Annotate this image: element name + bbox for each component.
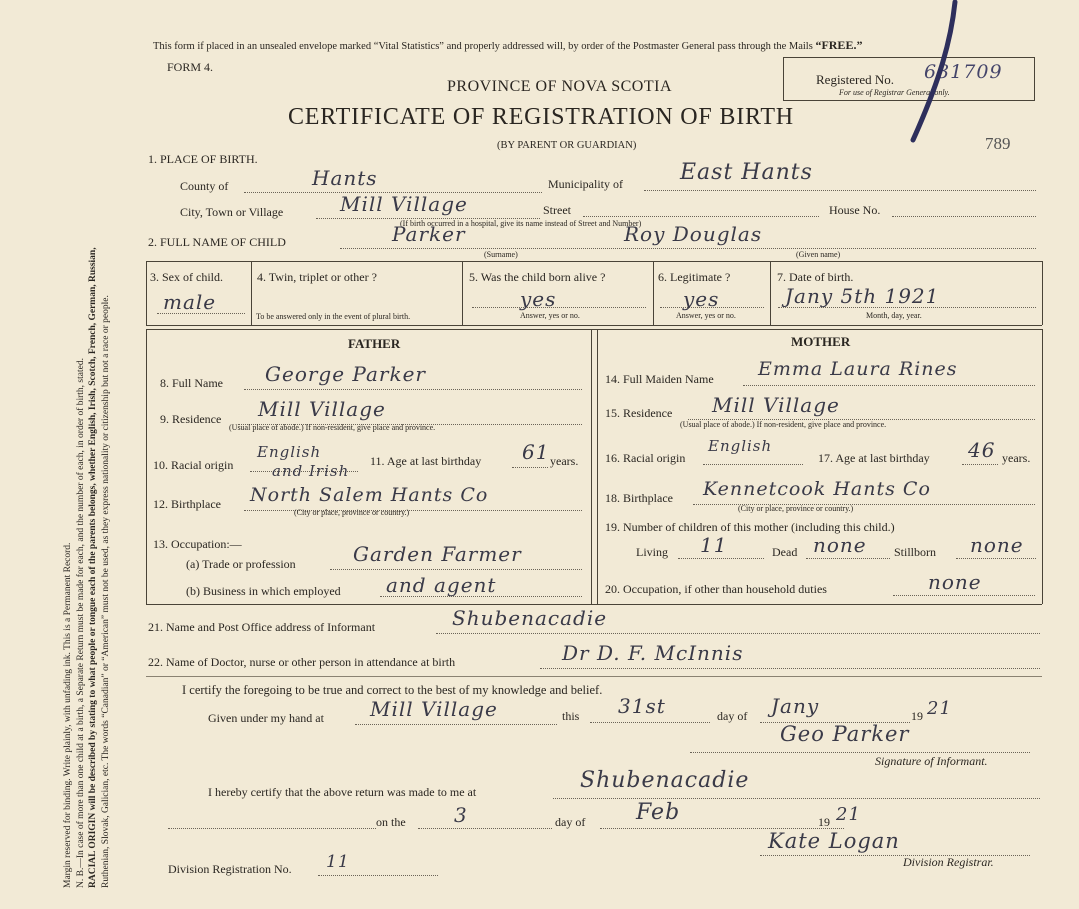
form-number: FORM 4. [167,60,214,74]
ink-stroke [895,0,965,150]
registrar-day: 3 [454,803,468,827]
father-heading: FATHER [348,336,401,351]
mother-maiden-label: 14. Full Maiden Name [605,372,714,386]
business-label: (b) Business in which employed [186,584,341,598]
this-label: this [562,709,580,723]
doctor-label: 22. Name of Doctor, nurse or other person in attendance at birth [148,655,456,669]
trade-label: (a) Trade or profession [186,557,296,571]
informant-signature: Geo Parker [780,722,910,746]
place-of-birth-label: 1. PLACE OF BIRTH. [148,152,258,166]
father-racial-label: 10. Racial origin [153,458,234,472]
mother-racial: English [708,437,773,455]
alive-label: 5. Was the child born alive ? [469,270,606,284]
registrar-statement: I hereby certify that the above return was made to me at [208,785,477,799]
dead-label: Dead [772,545,798,559]
dob-note: Month, day, year. [866,311,922,320]
father-residence: Mill Village [258,397,386,421]
stillborn-value: none [970,533,1024,557]
dead-value: none [813,533,867,557]
business-value: and agent [386,573,497,597]
father-age-label: 11. Age at last birthday [370,454,482,468]
registrar-year-prefix: 19 [818,815,830,829]
legitimate-value: yes [683,287,720,311]
mother-residence: Mill Village [712,393,840,417]
page-title: CERTIFICATE OF REGISTRATION OF BIRTH [288,104,794,130]
mother-birthplace-note: (City or place, province or country.) [738,504,854,513]
hospital-note: (If birth occurred in a hospital, give its name instead of Street and Number) [400,219,642,228]
county-label: County of [180,179,229,193]
given-month: Jany [771,694,820,718]
mother-birthplace-label: 18. Birthplace [605,491,673,505]
corner-number: 789 [985,134,1011,153]
mother-age-label: 17. Age at last birthday [818,451,930,465]
given-caption: (Given name) [796,250,841,259]
division-registration-no: 11 [326,852,350,872]
given-day: 31st [618,694,666,718]
informant-label: 21. Name and Post Office address of Informant [148,620,376,634]
stillborn-label: Stillborn [894,545,937,559]
twin-note: To be answered only in the event of plural birth. [256,312,411,321]
legitimate-label: 6. Legitimate ? [658,270,731,284]
sex-value: male [163,290,217,314]
father-age: 61 [522,440,550,464]
legitimate-note: Answer, yes or no. [676,311,736,320]
margin-note: N. B.—In case of more than one child at a birth, a Separate Return must be made for each, and the number of each, in order of birth, stated. [75,358,86,888]
margin-note: RACIAL ORIGIN will be described by stating to what people or tongue each of the parents belongs, whether English, Irish, Scotch, French, German, Russian, [88,247,98,888]
mother-residence-label: 15. Residence [605,406,673,420]
mother-maiden-name: Emma Laura Rines [758,358,958,380]
occupation-label: 13. Occupation:— [153,537,242,551]
father-name: George Parker [265,362,426,386]
father-racial-2: and Irish [272,462,350,480]
child-name-label: 2. FULL NAME OF CHILD [148,235,286,249]
children-label: 19. Number of children of this mother (including this child.) [605,520,895,534]
mother-occupation: none [928,570,982,594]
province-heading: PROVINCE OF NOVA SCOTIA [447,78,673,95]
mother-age-unit: years. [1002,451,1031,465]
living-label: Living [636,545,668,559]
mother-residence-note: (Usual place of abode.) If non-resident, give place and province. [680,420,887,429]
registrar-place: Shubenacadie [580,768,750,793]
city-value: Mill Village [340,192,468,216]
day-of-label: day of [717,709,748,723]
informant-value: Shubenacadie [452,606,608,630]
street-label: Street [543,203,571,217]
father-name-label: 8. Full Name [160,376,223,390]
margin-note: Margin reserved for binding. Write plainly, with unfading ink. This is a Permanent Record. [63,542,73,888]
doctor-value: Dr D. F. McInnis [562,641,744,665]
division-registration-label: Division Registration No. [168,862,292,876]
margin-note: Ruthenian, Slovak, Galician, etc. The words “Canadian” or “American” must not be used, as they express nationality or citizenship but not a race or people. [100,295,111,888]
postal-free: “FREE.” [815,38,863,52]
mother-heading: MOTHER [791,334,851,349]
on-the-label: on the [376,815,406,829]
surname-caption: (Surname) [484,250,518,259]
informant-signature-caption: Signature of Informant. [875,754,988,768]
municipality-label: Municipality of [548,177,623,191]
mother-occupation-label: 20. Occupation, if other than household duties [605,582,827,596]
house-label: House No. [829,203,881,217]
father-age-unit: years. [550,454,579,468]
registrar-use-note: For use of Registrar General only. [839,88,950,97]
child-surname: Parker [392,222,466,246]
mother-birthplace: Kennetcook Hants Co [703,478,931,500]
mother-age: 46 [968,438,996,462]
father-racial-1: English [257,443,322,461]
twin-label: 4. Twin, triplet or other ? [257,270,377,284]
registered-number: 631709 [924,61,1003,83]
dob-value: Jany 5th 1921 [785,284,940,308]
registrar-day-of-label: day of [555,815,586,829]
margin-notes [62,48,142,888]
registrar-month: Feb [636,800,681,825]
given-year-prefix: 19 [911,709,923,723]
father-residence-note: (Usual place of abode.) If non-resident, give place and province. [229,423,436,432]
given-year-suffix: 21 [927,698,952,719]
father-birthplace-label: 12. Birthplace [153,497,221,511]
registrar-signature: Kate Logan [768,829,900,853]
mother-racial-label: 16. Racial origin [605,451,686,465]
alive-value: yes [520,287,557,311]
postal-notice: This form if placed in an unsealed envelope marked “Vital Statistics” and properly addressed will, by order of the Postmaster General pass through the Mails “FREE.” [153,38,863,52]
county-value: Hants [312,166,378,190]
registered-label: Registered No. [816,72,894,87]
registrar-year-suffix: 21 [836,804,861,825]
father-birthplace-note: (City or place, province or country.) [294,508,410,517]
municipality-value: East Hants [680,160,813,185]
given-under-label: Given under my hand at [208,711,324,725]
alive-note: Answer, yes or no. [520,311,580,320]
registrar-signature-caption: Division Registrar. [903,855,994,869]
given-place: Mill Village [370,697,498,721]
living-value: 11 [700,533,728,557]
certification-statement: I certify the foregoing to be true and correct to the best of my knowledge and belief. [182,683,603,697]
trade-value: Garden Farmer [353,542,522,566]
child-given-name: Roy Douglas [624,222,763,246]
sex-label: 3. Sex of child. [150,270,223,284]
father-birthplace: North Salem Hants Co [250,484,489,506]
dob-label: 7. Date of birth. [777,270,854,284]
father-residence-label: 9. Residence [160,412,222,426]
subtitle: (BY PARENT OR GUARDIAN) [497,140,637,151]
city-label: City, Town or Village [180,205,284,219]
